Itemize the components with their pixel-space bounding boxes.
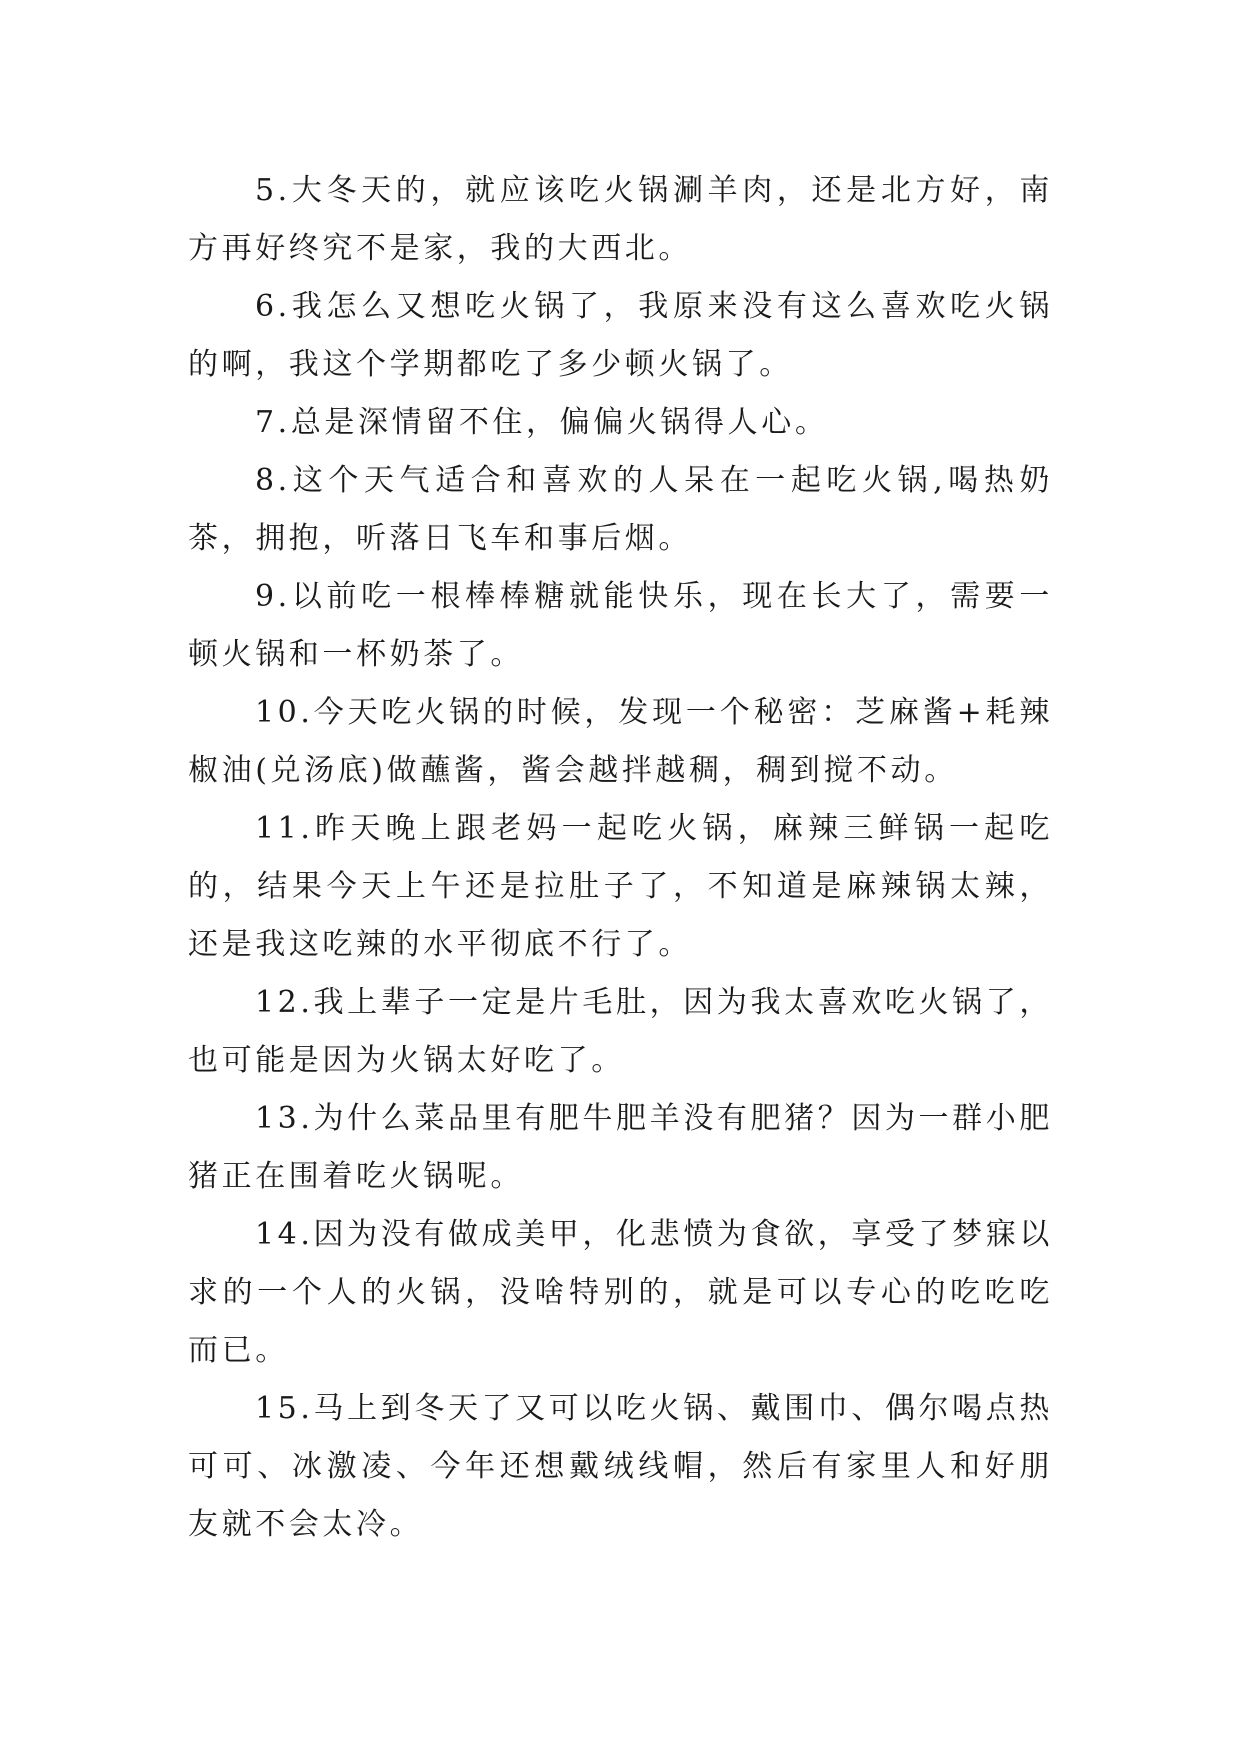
paragraph-8: 8.这个天气适合和喜欢的人呆在一起吃火锅,喝热奶茶，拥抱，听落日飞车和事后烟。	[188, 463, 1053, 556]
paragraph-13: 13.为什么菜品里有肥牛肥羊没有肥猪？因为一群小肥猪正在围着吃火锅呢。	[188, 1101, 1053, 1194]
paragraph-7: 7.总是深情留不住，偏偏火锅得人心。	[255, 405, 829, 440]
document-body	[188, 162, 1053, 1554]
paragraph-14: 14.因为没有做成美甲，化悲愤为食欲，享受了梦寐以求的一个人的火锅，没啥特别的，就是可以专心的吃吃吃而已。	[188, 1217, 1053, 1368]
paragraph-5: 5.大冬天的，就应该吃火锅涮羊肉，还是北方好，南方再好终究不是家，我的大西北。	[188, 173, 1053, 266]
paragraph-11: 11.昨天晚上跟老妈一起吃火锅，麻辣三鲜锅一起吃的，结果今天上午还是拉肚子了，不知道是麻辣锅太辣，还是我这吃辣的水平彻底不行了。	[188, 811, 1053, 962]
paragraph-15: 15.马上到冬天了又可以吃火锅、戴围巾、偶尔喝点热可可、冰激凌、今年还想戴绒线帽，然后有家里人和好朋友就不会太冷。	[188, 1391, 1053, 1542]
paragraph-9: 9.以前吃一根棒棒糖就能快乐，现在长大了，需要一顿火锅和一杯奶茶了。	[188, 579, 1053, 672]
paragraph-10: 10.今天吃火锅的时候，发现一个秘密：芝麻酱+耗辣椒油(兑汤底)做蘸酱，酱会越拌越稠，稠到搅不动。	[188, 695, 1053, 788]
paragraph-12: 12.我上辈子一定是片毛肚，因为我太喜欢吃火锅了，也可能是因为火锅太好吃了。	[188, 985, 1053, 1078]
paragraph-6: 6.我怎么又想吃火锅了，我原来没有这么喜欢吃火锅的啊，我这个学期都吃了多少顿火锅了。	[188, 289, 1053, 382]
